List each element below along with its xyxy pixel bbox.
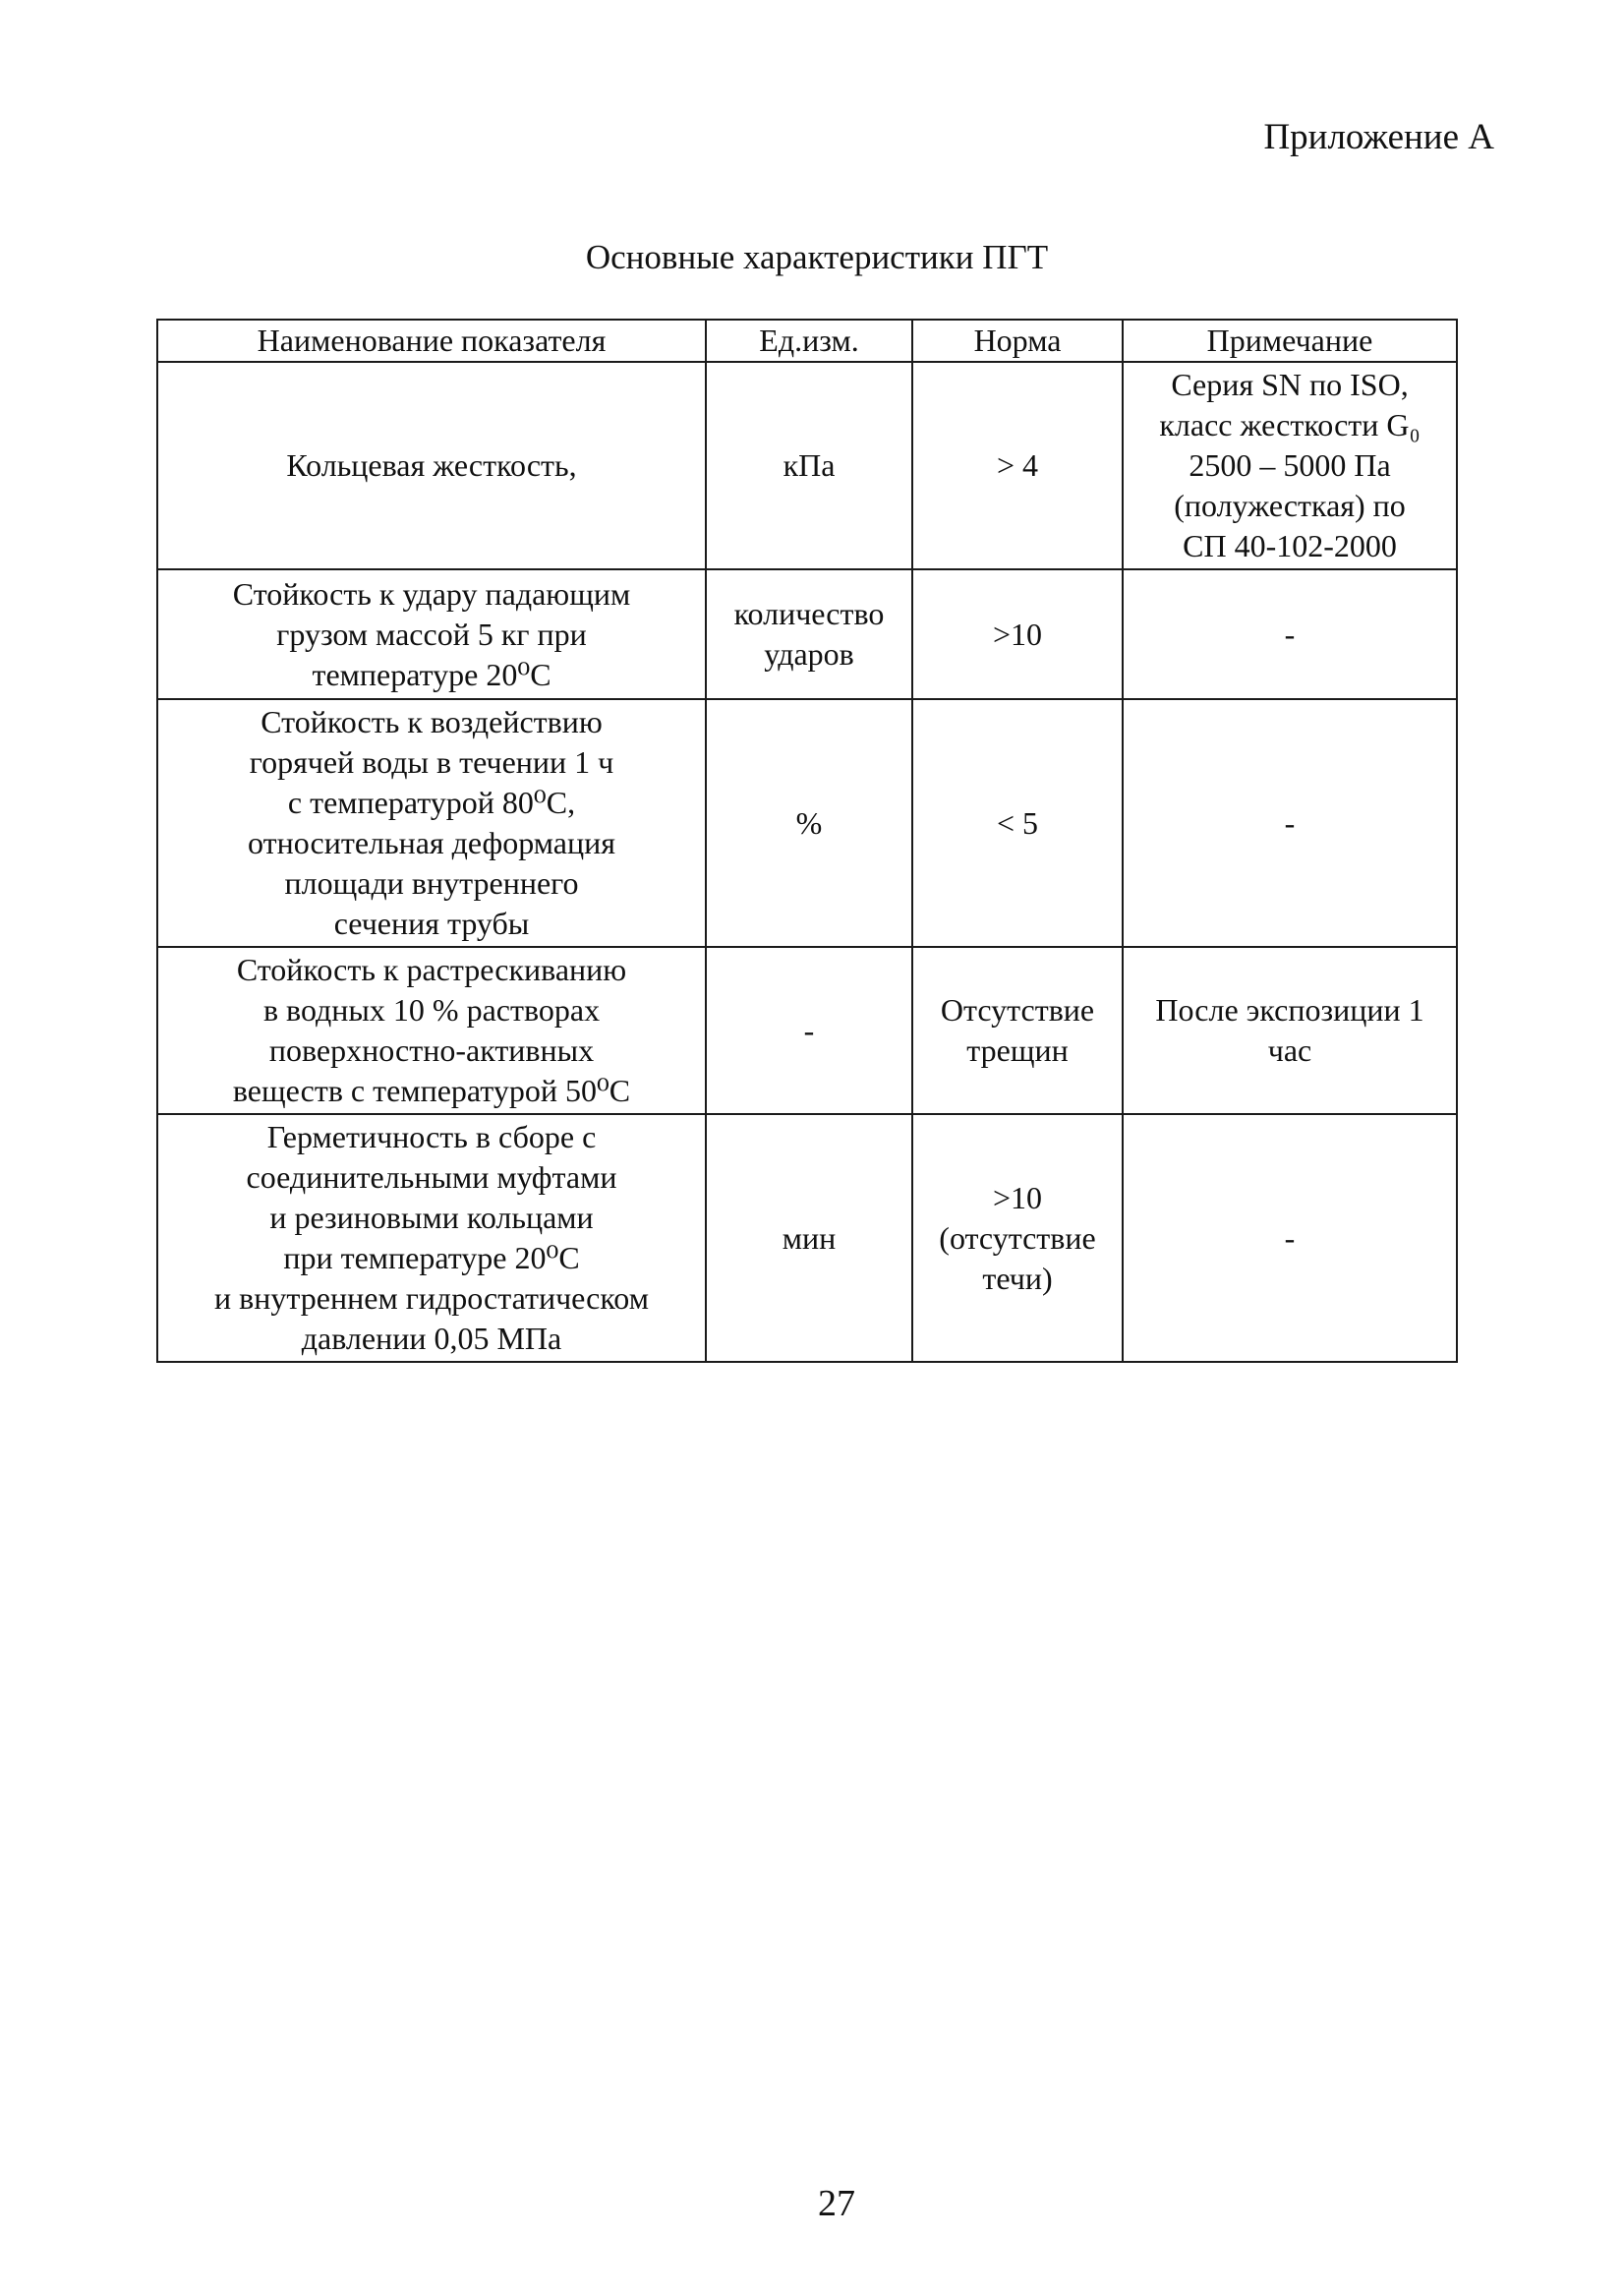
cell-note: - [1123, 1114, 1457, 1362]
table-row [157, 362, 1457, 569]
cell-note: Серия SN по ISO, класс жесткости G₀ 2500 – 5000 Па (полужесткая) по СП 40-102-2000 [1123, 362, 1457, 569]
cell-norm: > 4 [912, 362, 1123, 569]
table-row [157, 947, 1457, 1114]
column-header-unit: Ед.изм. [706, 320, 912, 362]
cell-name: Герметичность в сборе с соединительными муфтами и резиновыми кольцами при температуре 20⁰С и внутреннем гидростатическом давлении 0,05 МПа [157, 1114, 706, 1362]
document-title: Основные характеристики ПГТ [585, 238, 1049, 276]
appendix-label: Приложение А [1263, 117, 1494, 157]
cell-unit: мин [706, 1114, 912, 1362]
cell-name: Стойкость к удару падающим грузом массой 5 кг при температуре 20⁰С [157, 569, 706, 699]
cell-unit: кПа [706, 362, 912, 569]
table-row [157, 1114, 1457, 1362]
cell-name: Кольцевая жесткость, [157, 362, 706, 569]
cell-note: - [1123, 569, 1457, 699]
cell-name: Стойкость к воздействию горячей воды в течении 1 ч с температурой 80⁰С, относительная деформация площади внутреннего сечения трубы [157, 699, 706, 947]
cell-note: После экспозиции 1 час [1123, 947, 1457, 1114]
characteristics-table [156, 319, 1458, 1363]
cell-norm: Отсутствие трещин [912, 947, 1123, 1114]
cell-unit: - [706, 947, 912, 1114]
table-header-row [157, 320, 1457, 362]
cell-unit: количество ударов [706, 569, 912, 699]
column-header-note: Примечание [1123, 320, 1457, 362]
table-row [157, 569, 1457, 699]
table-row [157, 699, 1457, 947]
cell-norm: < 5 [912, 699, 1123, 947]
column-header-name: Наименование показателя [157, 320, 706, 362]
page-number: 27 [818, 2183, 855, 2224]
column-header-norm: Норма [912, 320, 1123, 362]
cell-norm: >10 [912, 569, 1123, 699]
cell-unit: % [706, 699, 912, 947]
cell-note: - [1123, 699, 1457, 947]
cell-name: Стойкость к растрескиванию в водных 10 % растворах поверхностно-активных веществ с температурой 50⁰С [157, 947, 706, 1114]
cell-norm: >10 (отсутствие течи) [912, 1114, 1123, 1362]
